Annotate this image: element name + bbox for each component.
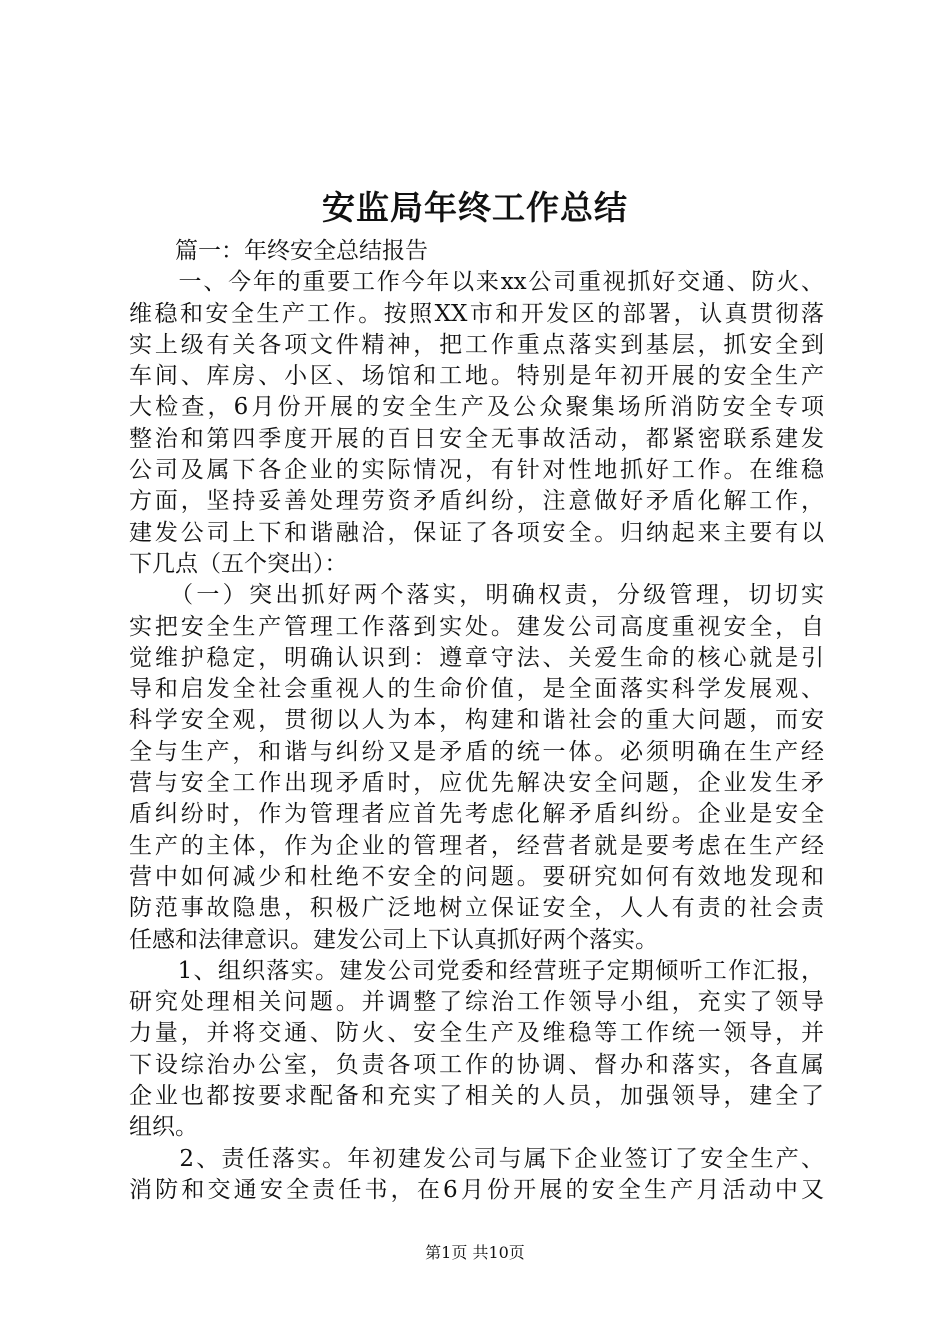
text-line: 研究处理相关问题。并调整了综治工作领导小组，充实了领导 <box>129 989 824 1016</box>
text-line: 消防和交通安全责任书，在6月份开展的安全生产月活动中又 <box>129 1176 824 1203</box>
text-line: 车间、库房、小区、场馆和工地。特别是年初开展的安全生产 <box>129 363 824 390</box>
document-title: 安监局年终工作总结 <box>322 188 628 227</box>
text-line: 实上级有关各项文件精神，把工作重点落实到基层，抓安全到 <box>129 331 824 358</box>
text-line: 1、组织落实。建发公司党委和经营班子定期倾听工作汇报， <box>129 957 824 984</box>
text-line: 觉维护稳定，明确认识到：遵章守法、关爱生命的核心就是引 <box>129 644 824 671</box>
text-line: 大检查，6月份开展的安全生产及公众聚集场所消防安全专项 <box>129 394 824 421</box>
text-line: 任感和法律意识。建发公司上下认真抓好两个落实。 <box>129 926 658 953</box>
text-line: 全与生产，和谐与纠纷又是矛盾的统一体。必须明确在生产经 <box>129 738 824 765</box>
text-line: 力量，并将交通、防火、安全生产及维稳等工作统一领导，并 <box>129 1020 824 1047</box>
text-line: 科学安全观，贯彻以人为本，构建和谐社会的重大问题，而安 <box>129 707 824 734</box>
text-line: 企业也都按要求配备和充实了相关的人员，加强领导，建全了 <box>129 1083 824 1110</box>
text-line: 盾纠纷时，作为管理者应首先考虑化解矛盾纠纷。企业是安全 <box>129 801 824 828</box>
text-line: 一、今年的重要工作今年以来xx公司重视抓好交通、防火、 <box>129 269 824 296</box>
text-line: 生产的主体，作为企业的管理者，经营者就是要考虑在生产经 <box>129 832 824 859</box>
page-footer: 第1页 共10页 <box>425 1243 525 1262</box>
document-body <box>129 236 824 1206</box>
text-line: 导和启发全社会重视人的生命价值，是全面落实科学发展观、 <box>129 676 824 703</box>
text-line: 营与安全工作出现矛盾时，应优先解决安全问题，企业发生矛 <box>129 770 824 797</box>
text-line: 营中如何减少和杜绝不安全的问题。要研究如何有效地发现和 <box>129 863 824 890</box>
text-line: 组织。 <box>129 1114 198 1141</box>
text-line: 下几点（五个突出）： <box>129 550 348 577</box>
text-line: 实把安全生产管理工作落到实处。建发公司高度重视安全，自 <box>129 613 824 640</box>
text-line: （一）突出抓好两个落实，明确权责，分级管理，切切实 <box>129 582 824 609</box>
text-line: 篇一：年终安全总结报告 <box>129 238 428 264</box>
text-line: 下设综治办公室，负责各项工作的协调、督办和落实，各直属 <box>129 1051 824 1078</box>
text-line: 维稳和安全生产工作。按照XX市和开发区的部署，认真贯彻落 <box>129 300 824 327</box>
text-line: 整治和第四季度开展的百日安全无事故活动，都紧密联系建发 <box>129 425 824 452</box>
text-line: 公司及属下各企业的实际情况，有针对性地抓好工作。在维稳 <box>129 457 824 484</box>
text-line: 2、责任落实。年初建发公司与属下企业签订了安全生产、 <box>129 1145 824 1172</box>
text-line: 建发公司上下和谐融洽，保证了各项安全。归纳起来主要有以 <box>129 519 824 546</box>
text-line: 方面，坚持妥善处理劳资矛盾纠纷，注意做好矛盾化解工作， <box>129 488 824 515</box>
text-line: 防范事故隐患，积极广泛地树立保证安全，人人有责的社会责 <box>129 895 824 922</box>
